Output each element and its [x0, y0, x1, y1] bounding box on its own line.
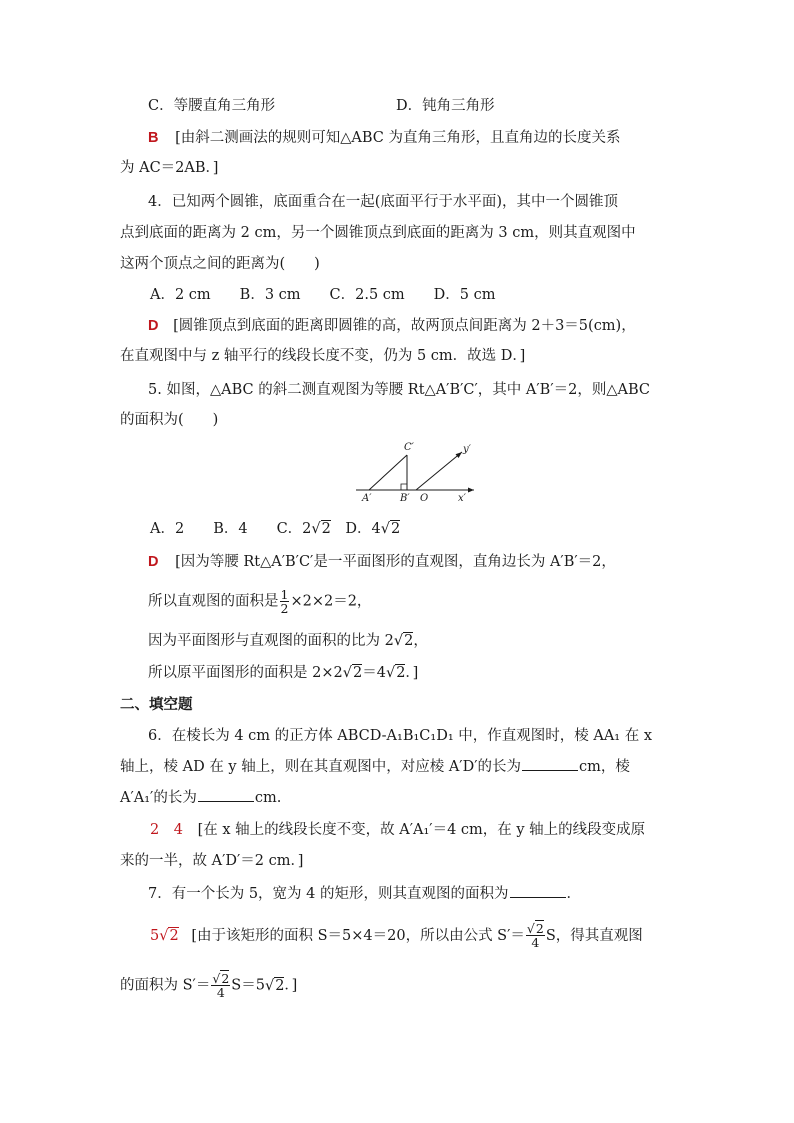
- answer-7-cont: [120, 972, 297, 999]
- label-y: y′: [463, 444, 471, 455]
- answer-7: [150, 922, 643, 949]
- question-4-options: A．2 cm B．3 cm C．2.5 cm D．5 cm: [150, 287, 496, 303]
- label-c: C′: [404, 442, 414, 453]
- answer-text: [191, 921, 643, 950]
- answer-5-line-2: [148, 588, 371, 615]
- answer-5: [148, 551, 616, 573]
- text: S＝5: [231, 977, 265, 994]
- answer-5-line-4: [148, 662, 418, 684]
- sqrt-2: √2: [342, 665, 363, 681]
- text: ＝4: [362, 665, 386, 681]
- text: ．]: [284, 977, 298, 994]
- question-7-line-1: [148, 883, 581, 905]
- sqrt-2: √2: [393, 633, 414, 649]
- sqrt-2: √2: [385, 665, 406, 681]
- text: S，得其直观图: [545, 927, 643, 944]
- option-c: C．等腰直角三角形: [148, 98, 276, 114]
- text: ，: [413, 633, 428, 649]
- question-4-line-1: 4．已知两个圆锥，底面重合在一起(底面平行于水平面)，其中一个圆锥顶: [148, 194, 619, 210]
- question-6-line-3: [120, 787, 281, 809]
- text: A′A₁′的长为: [120, 790, 197, 806]
- question-6-line-1: 6．在棱长为 4 cm 的正方体 ABCD-A₁B₁C₁D₁ 中，作直观图时，棱 AA₁ 在 x: [148, 728, 653, 744]
- numerator: [526, 922, 545, 936]
- label-a: A′: [362, 493, 372, 504]
- sqrt-2: √2: [311, 521, 331, 537]
- answer-4: [148, 315, 636, 337]
- text: 7．有一个长为 5，宽为 4 的矩形，则其直观图的面积为: [148, 886, 509, 902]
- blank: [522, 756, 578, 771]
- sqrt-2: √2: [264, 977, 285, 994]
- answer-text: [因为等腰 Rt△A′B′C′是一平面图形的直观图，直角边长为 A′B′＝2，: [175, 554, 616, 570]
- blank: [510, 883, 566, 898]
- answer-6: [150, 819, 645, 841]
- answer-5-line-3: [148, 630, 428, 652]
- text: ×2×2＝2，: [290, 593, 372, 610]
- answer-4-cont: 在直观图中与 z 轴平行的线段长度不变，仍为 5 cm．故选 D．]: [120, 348, 526, 364]
- fraction-sqrt2-over-4: $\frac{√2}{4}$: [212, 971, 230, 1000]
- text: 因为平面图形与直观图的面积的比为 2: [148, 633, 394, 649]
- label-o: O: [420, 493, 429, 504]
- sqrt-2: √2: [212, 971, 230, 986]
- option-d: D．钝角三角形: [396, 98, 495, 114]
- answer-letter: B: [148, 130, 159, 146]
- answer-text: [圆锥顶点到底面的距离即圆锥的高，故两顶点间距离为 2＋3＝5(cm)，: [173, 318, 636, 334]
- question-4-line-2: 点到底面的距离为 2 cm，另一个圆锥顶点到底面的距离为 3 cm，则其直观图中: [120, 225, 636, 241]
- answer-values: 2 4: [150, 822, 183, 838]
- text: 所以原平面图形的面积是 2×2: [148, 665, 343, 681]
- answer-3: [148, 127, 621, 149]
- label-b: B′: [400, 493, 410, 504]
- sqrt-2: √2: [159, 927, 179, 944]
- question-5-line-1: 5. 如图，△ABC 的斜二测直观图为等腰 Rt△A′B′C′，其中 A′B′＝2，则△ABC: [148, 382, 650, 398]
- right-angle-mark: [401, 484, 407, 490]
- fraction-sqrt2-over-4: $\frac{√2}{4}$: [526, 921, 544, 950]
- oblique-view-figure: [350, 438, 480, 504]
- text: 的面积为 S′＝: [120, 977, 211, 994]
- question-4-line-3: 这两个顶点之间的距离为( ): [120, 256, 320, 272]
- numerator: [211, 972, 230, 986]
- option-d-text: D．4: [330, 521, 381, 537]
- y-axis-line: [416, 452, 462, 490]
- text: ．]: [405, 665, 419, 681]
- answer-text: [在 x 轴上的线段长度不变，故 A′A₁′＝4 cm，在 y 轴上的线段变成原: [197, 822, 646, 838]
- question-5-options: [150, 518, 400, 540]
- answer-letter: D: [148, 318, 159, 334]
- answer-3-cont: 为 AC＝2AB．]: [120, 160, 219, 176]
- fraction-one-half: $\frac{1}{2}$: [280, 587, 289, 616]
- text: [由于该矩形的面积 S＝5×4＝20，所以由公式 S′＝: [191, 927, 525, 944]
- question-6-line-2: [120, 756, 630, 778]
- sqrt-2: √2: [380, 521, 401, 537]
- options-a-c: A．2 B．4 C．2: [150, 521, 312, 537]
- answer-6-cont: 来的一半，故 A′D′＝2 cm．]: [120, 853, 304, 869]
- blank: [198, 787, 254, 802]
- text: cm.: [254, 790, 282, 806]
- text: ．: [566, 886, 582, 902]
- x-axis-arrow: [468, 488, 474, 493]
- question-5-line-2: 的面积为( ): [120, 412, 219, 428]
- answer-value: [150, 928, 179, 944]
- answer-letter: D: [148, 554, 159, 570]
- text: 所以直观图的面积是: [148, 593, 279, 610]
- answer-text: [由斜二测画法的规则可知△ABC 为直角三角形，且直角边的长度关系: [175, 130, 621, 146]
- section-heading: 二、填空题: [120, 697, 193, 713]
- text: 轴上，棱 AD 在 y 轴上，则在其直观图中，对应棱 A′D′的长为: [120, 759, 522, 775]
- text: 5: [150, 927, 160, 944]
- label-x: x′: [458, 493, 466, 504]
- sqrt-2: √2: [526, 921, 544, 936]
- text: cm，棱: [579, 759, 630, 775]
